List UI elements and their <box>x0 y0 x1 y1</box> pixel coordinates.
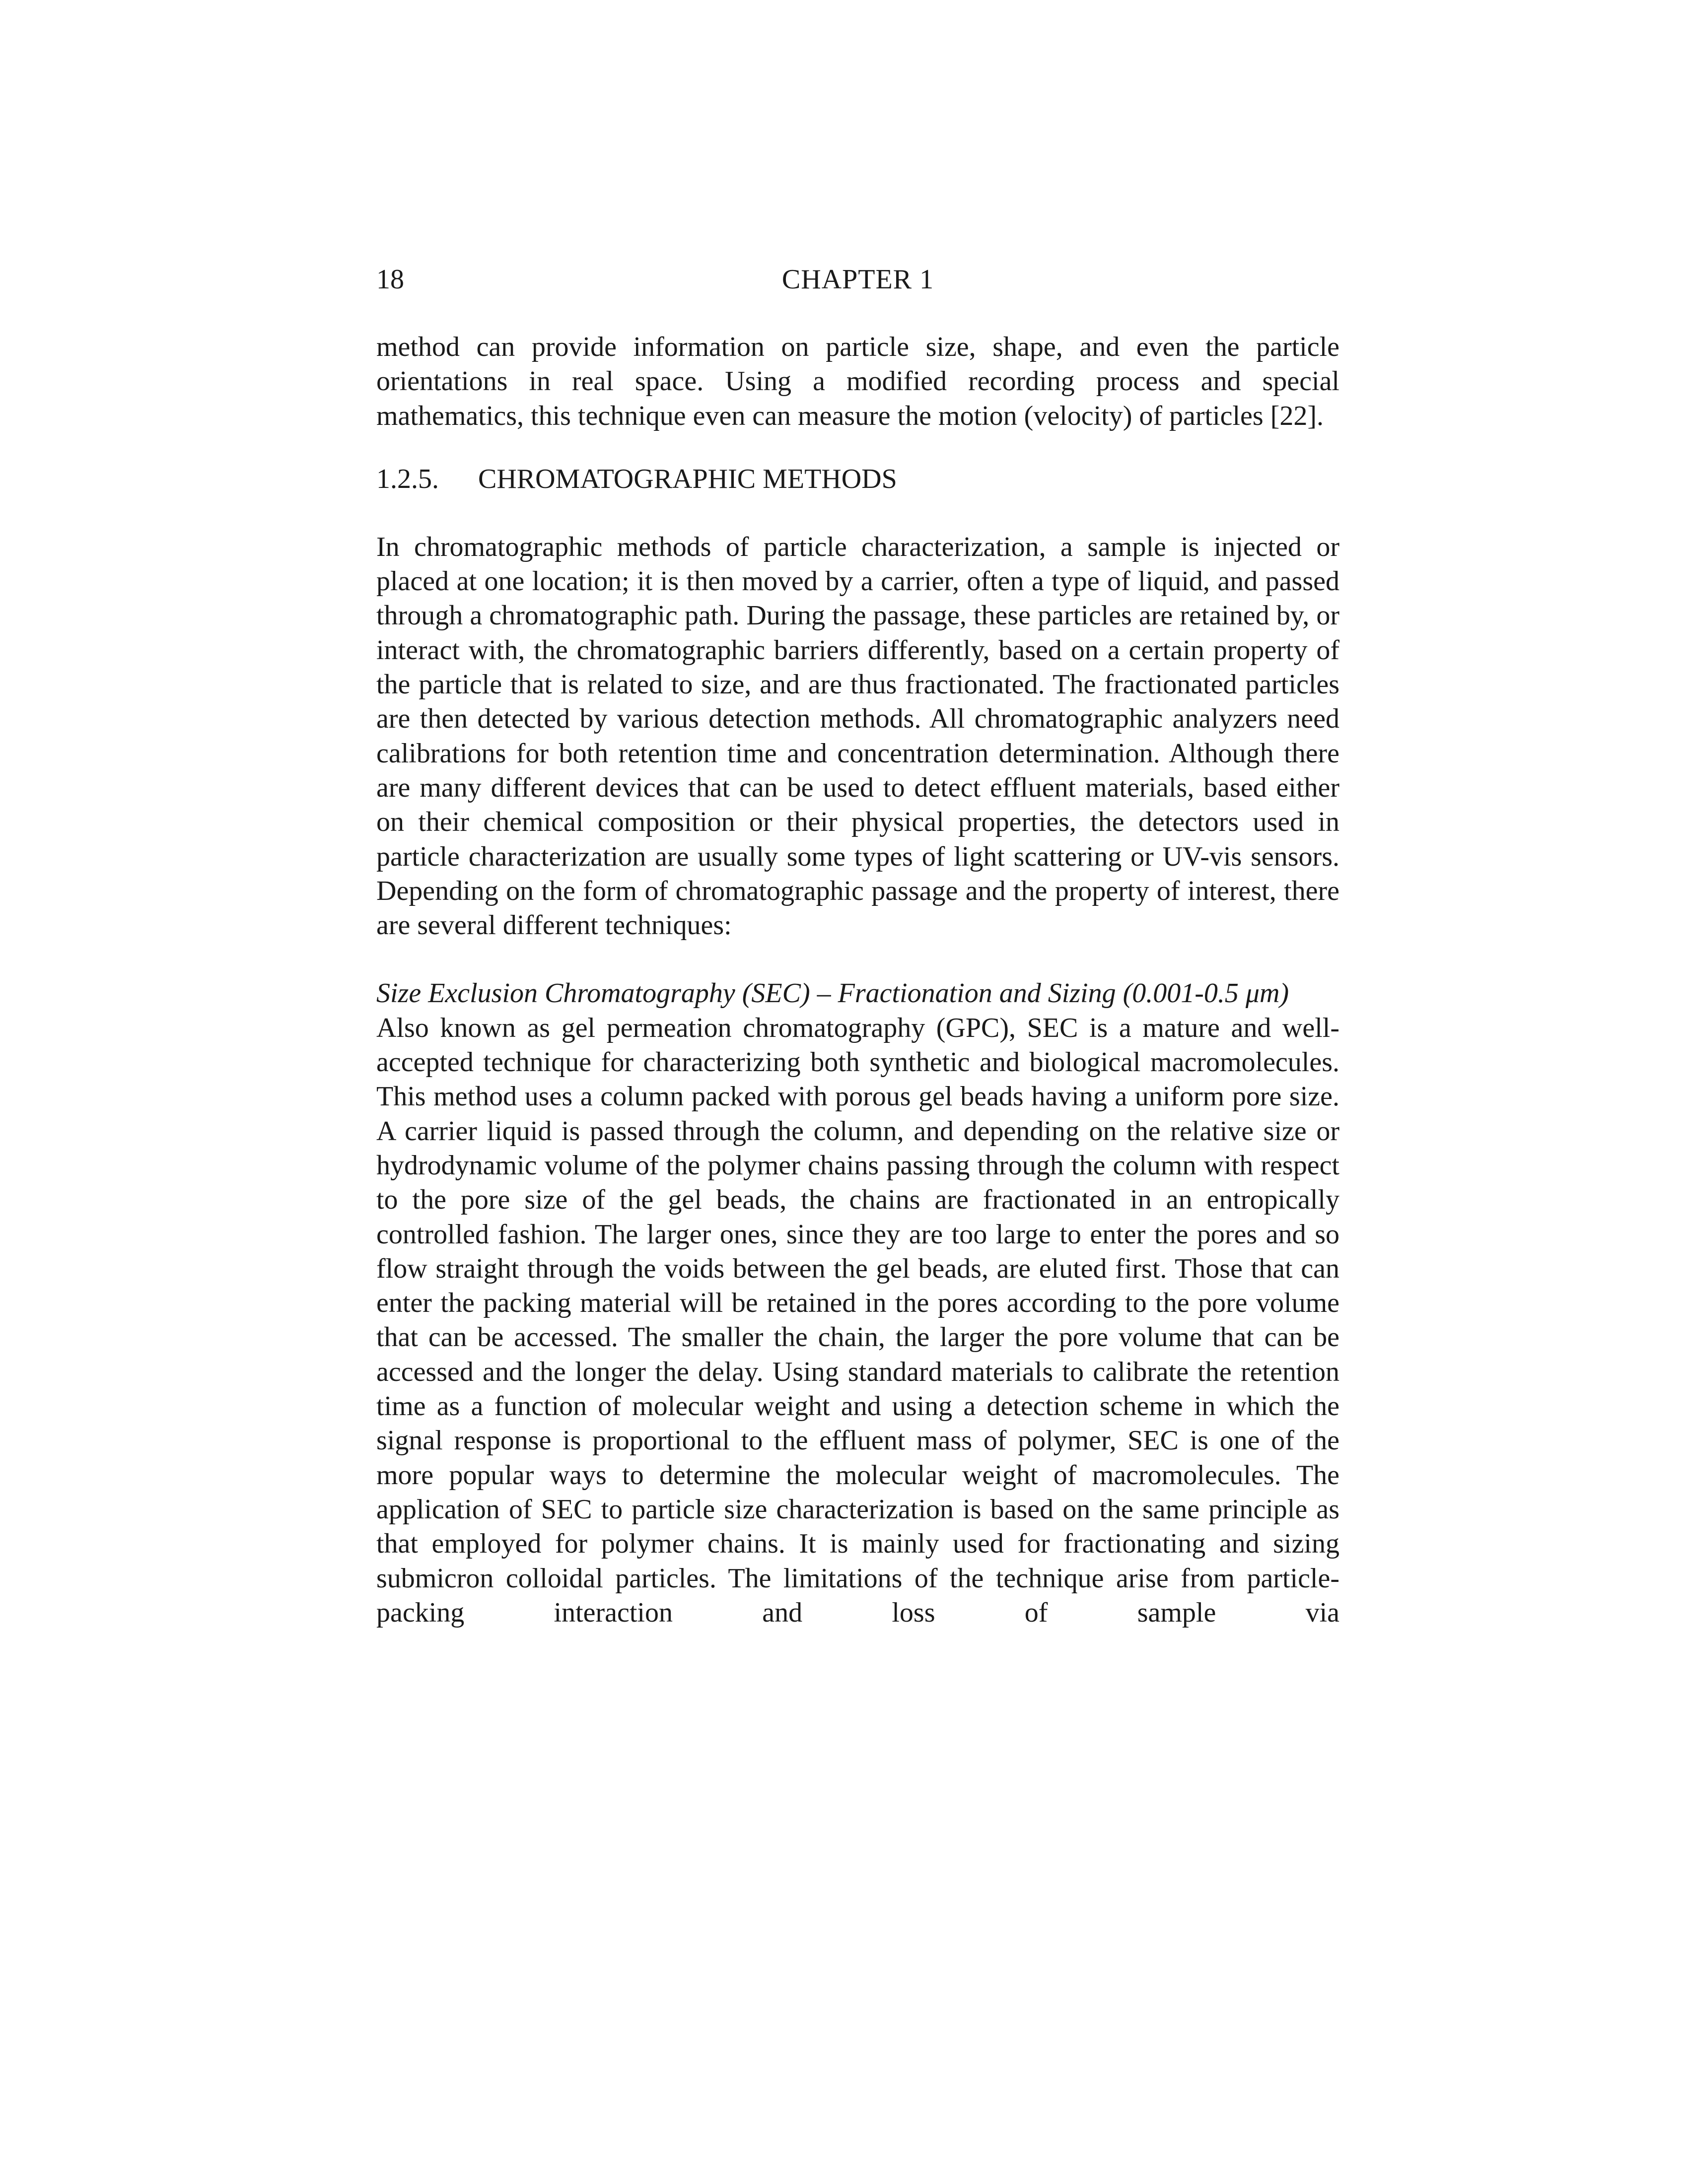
section-number: 1.2.5. <box>376 463 439 494</box>
page-number: 18 <box>376 264 404 295</box>
subsection-heading: Size Exclusion Chromatography (SEC) – Fractionation and Sizing (0.001-0.5 μm) <box>376 978 1289 1009</box>
page-body <box>376 330 1339 1630</box>
intro-paragraph: In chromatographic methods of particle characterization, a sample is injected or placed at one location; it is then moved by a carrier, often a type of liquid, and passed through a chromatographic path. During the passage, these particles are retained by, or interact with, the chromatographic barriers differently, based on a certain property of the particle that is related to size, and are thus fractionated. The fractionated particles are then detected by various detection methods. All chromatographic analyzers need calibrations for both retention time and concentration determination. Although there are many different devices that can be used to detect effluent materials, based either on their chemical composition or their physical properties, the detectors used in particle characterization are usually some types of light scattering or UV-vis sensors. Depending on the form of chromatographic passage and the property of interest, there are several different techniques: <box>376 531 1339 941</box>
page-header <box>376 257 1339 302</box>
continuation-paragraph: method can provide information on particle size, shape, and even the particle orientations in real space. Using a modified recording process and special mathematics, this technique even can measure the motion (velocity) of particles [22]. <box>376 332 1339 431</box>
running-head: CHAPTER 1 <box>781 264 934 295</box>
section-title: CHROMATOGRAPHIC METHODS <box>478 463 897 494</box>
sec-paragraph: Also known as gel permeation chromatography (GPC), SEC is a mature and well-accepted technique for characterizing both synthetic and biological macromolecules. This method uses a column packed with porous gel beads having a uniform pore size. A carrier liquid is passed through the column, and depending on the relative size or hydrodynamic volume of the polymer chains passing through the column with respect to the pore size of the gel beads, the chains are fractionated in an entropically controlled fashion. The larger ones, since they are too large to enter the pores and so flow straight through the voids between the gel beads, are eluted first. Those that can enter the packing material will be retained in the pores according to the pore volume that can be accessed. The smaller the chain, the larger the pore volume that can be accessed and the longer the delay. Using standard materials to calibrate the retention time as a function of molecular weight and using a detection scheme in which the signal response is proportional to the effluent mass of polymer, SEC is one of the more popular ways to determine the molecular weight of macromolecules. The application of SEC to particle size characterization is based on the same principle as that employed for polymer chains. It is mainly used for fractionating and sizing submicron colloidal particles. The limitations of the technique arise from particle-packing interaction and loss of sample via <box>376 1012 1339 1628</box>
section-heading <box>376 462 1339 496</box>
